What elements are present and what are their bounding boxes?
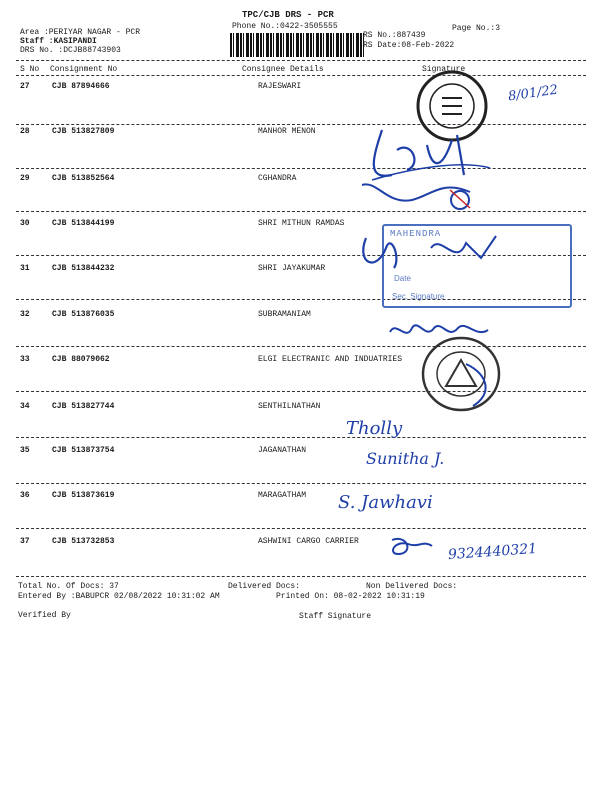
divider — [16, 576, 586, 577]
row-consignment: CJB 513732853 — [52, 537, 115, 546]
column-header-sno: S No — [20, 65, 40, 74]
printed-on: Printed On: 08-02-2022 10:31:19 — [276, 592, 425, 601]
row-consignee: SENTHILNATHAN — [258, 402, 321, 411]
row-consignment: CJB 513876035 — [52, 310, 115, 319]
row-consignment: CJB 87894666 — [52, 82, 110, 91]
stamp-date: Date — [394, 274, 411, 283]
row-sno: 35 — [20, 446, 30, 455]
signature-row-32 — [388, 318, 498, 344]
row-consignee: JAGANATHAN — [258, 446, 307, 455]
signature-row-37-phone: 9324440321 — [447, 540, 538, 564]
row-consignee: MANHOR MENON — [258, 127, 316, 136]
row-consignee: SUBRAMANIAM — [258, 310, 311, 319]
signature-row-27: 8/01/22 — [507, 82, 559, 105]
verified-by: Verified By — [18, 611, 71, 620]
row-consignee: ELGI ELECTRANIC AND INDUATRIES — [258, 355, 403, 364]
page-number: Page No.:3 — [452, 24, 501, 33]
column-header-signature: Signature — [422, 65, 466, 74]
table-row — [0, 355, 600, 401]
drs-number: DRS No. :DCJB88743903 — [20, 46, 121, 55]
row-sno: 29 — [20, 174, 30, 183]
divider — [16, 75, 586, 76]
sheet-title: TPC/CJB DRS - PCR — [242, 10, 334, 20]
column-header-consignment: Consignment No — [50, 65, 118, 74]
delivered-docs: Delivered Docs: — [228, 582, 301, 591]
row-sno: 37 — [20, 537, 30, 546]
row-consignee: RAJESWARI — [258, 82, 302, 91]
row-consignee: MARAGATHAM — [258, 491, 307, 500]
total-docs: Total No. Of Docs: 37 — [18, 582, 119, 591]
signature-row-35: Sunitha J. — [366, 449, 445, 468]
row-consignee: ASHWINI CARGO CARRIER — [258, 537, 359, 546]
row-consignment: CJB 88079062 — [52, 355, 110, 364]
staff-label: Staff :KASIPANDI — [20, 37, 97, 46]
staff-signature-label: Staff Signature — [299, 612, 372, 621]
table-row — [0, 402, 600, 448]
row-sno: 30 — [20, 219, 30, 228]
signature-row-34: Tholly — [346, 418, 403, 439]
column-header-consignee: Consignee Details — [242, 65, 324, 74]
row-consignee: SHRI MITHUN RAMDAS — [258, 219, 345, 228]
row-sno: 34 — [20, 402, 30, 411]
row-consignment: CJB 513844232 — [52, 264, 115, 273]
row-sno: 32 — [20, 310, 30, 319]
signature-row-28-29 — [352, 120, 502, 220]
row-sno: 28 — [20, 127, 30, 136]
table-row — [0, 491, 600, 537]
phone-number: Phone No.:0422-3505555 — [232, 22, 338, 31]
signature-row-36: S. Jawhavi — [338, 492, 433, 513]
divider — [16, 528, 586, 529]
row-sno: 36 — [20, 491, 30, 500]
entered-by: Entered By :BABUPCR 02/08/2022 10:31:02 AM — [18, 592, 220, 601]
row-consignment: CJB 513873754 — [52, 446, 115, 455]
row-consignee: CGHANDRA — [258, 174, 297, 183]
signature-row-30-31 — [356, 228, 506, 278]
area-label: Area :PERIYAR NAGAR - PCR — [20, 28, 141, 37]
row-consignment: CJB 513827809 — [52, 127, 115, 136]
stamp-heading: MAHENDRA — [390, 229, 442, 239]
row-sno: 33 — [20, 355, 30, 364]
barcode — [230, 33, 366, 57]
rs-date: RS Date:08-Feb-2022 — [363, 41, 455, 50]
industries-seal-stamp — [418, 334, 504, 414]
row-consignment: CJB 513852564 — [52, 174, 115, 183]
divider — [16, 483, 586, 484]
table-row — [0, 127, 600, 173]
non-delivered-docs: Non Delivered Docs: — [366, 582, 458, 591]
table-row — [0, 446, 600, 492]
row-consignee: SHRI JAYAKUMAR — [258, 264, 326, 273]
rs-number: RS No.:887439 — [363, 31, 426, 40]
row-consignment: CJB 513827744 — [52, 402, 115, 411]
divider — [16, 60, 586, 61]
table-row — [0, 174, 600, 220]
divider — [16, 437, 586, 438]
table-row — [0, 310, 600, 356]
stamp-sec-signature: Sec. Signature — [392, 292, 445, 301]
row-consignment: CJB 513873619 — [52, 491, 115, 500]
signature-row-37-mark — [388, 534, 434, 558]
row-consignment: CJB 513844199 — [52, 219, 115, 228]
row-sno: 31 — [20, 264, 30, 273]
row-sno: 27 — [20, 82, 30, 91]
